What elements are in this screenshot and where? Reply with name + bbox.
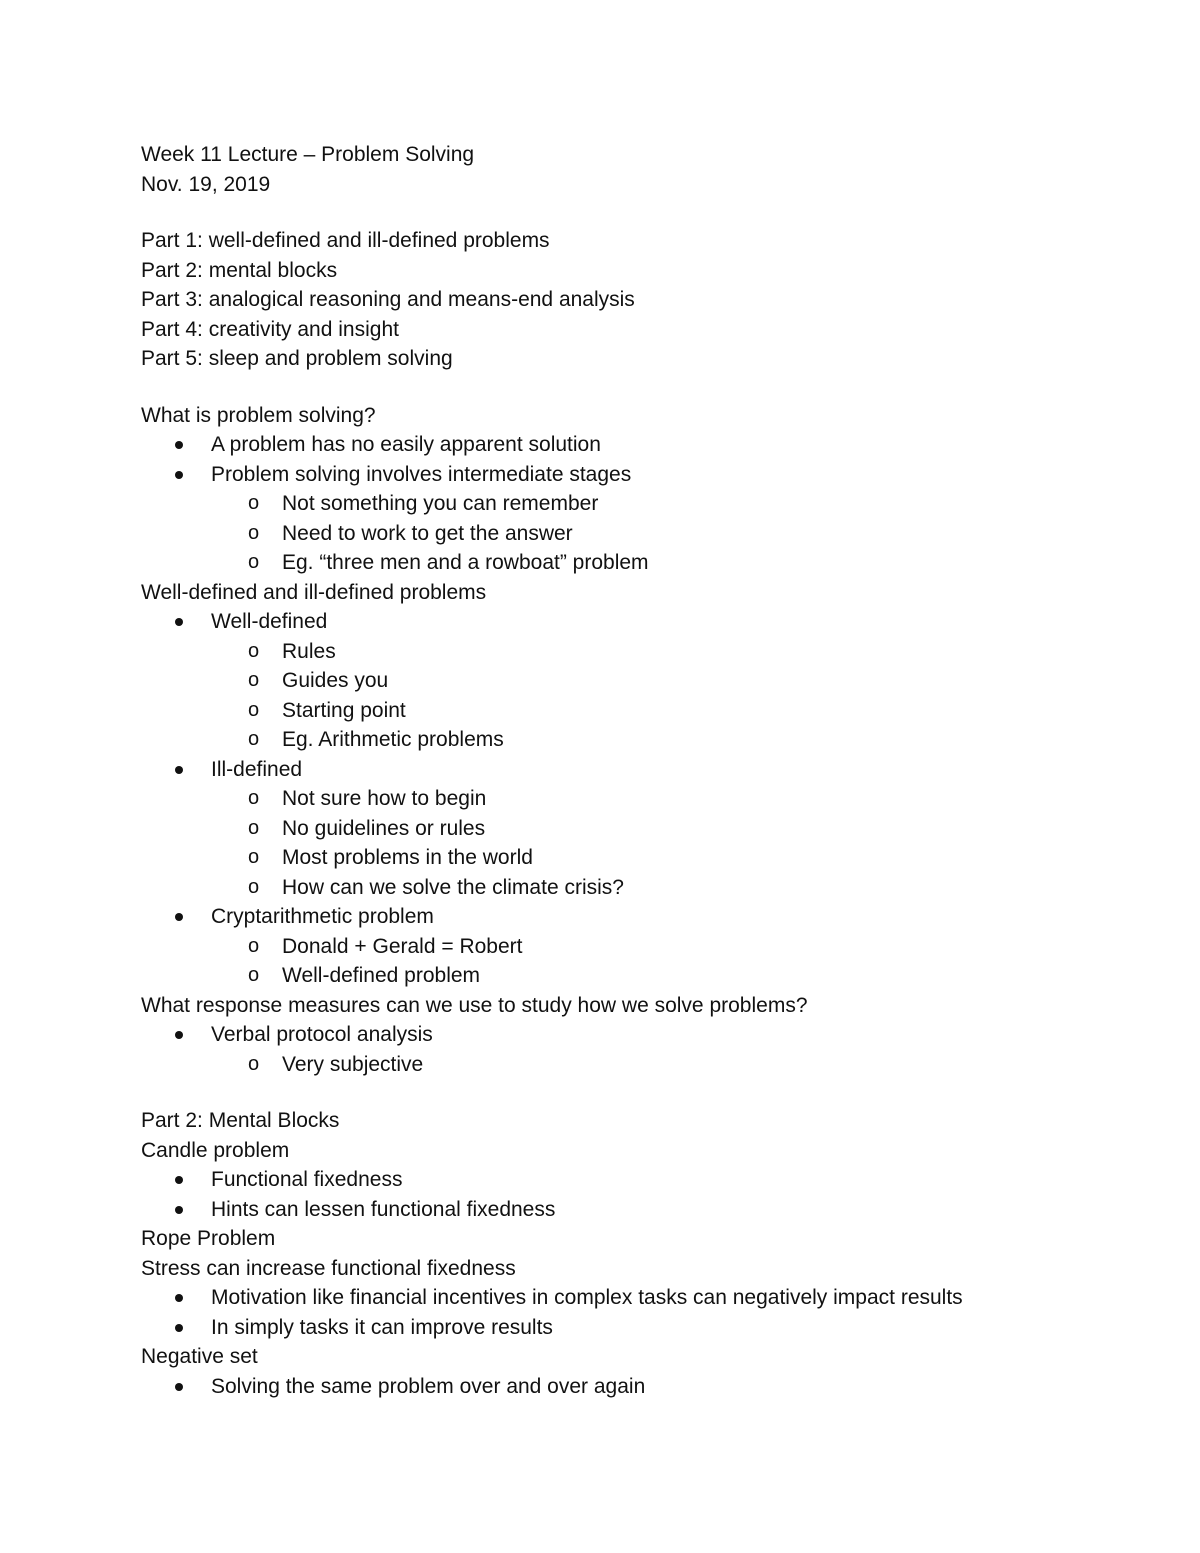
bullet-item [141,902,1141,932]
heading-line [141,285,1141,315]
sub-bullet-item [141,873,1141,903]
sub-bullet-icon: o [248,964,260,986]
line-text: Part 1: well-defined and ill-defined problems [141,229,550,252]
heading-line [141,344,1141,374]
bullet-item [141,1165,1141,1195]
line-text: Starting point [282,698,406,722]
sub-bullet-item [141,489,1141,519]
line-text: Week 11 Lecture – Problem Solving [141,143,475,166]
bullet-item [141,1195,1141,1225]
sub-bullet-icon: o [248,728,260,750]
heading-line [141,1224,1141,1254]
line-text: In simply tasks it can improve results [211,1315,553,1339]
bullet-icon [175,1383,183,1391]
sub-bullet-item [141,961,1141,991]
sub-bullet-icon: o [248,669,260,691]
line-text: Part 2: Mental Blocks [141,1109,340,1132]
line-text: Cryptarithmetic problem [211,905,434,928]
document-page [141,140,1141,1401]
line-text: Part 5: sleep and problem solving [141,347,453,370]
line-text: What response measures can we use to study how we solve problems? [141,993,808,1017]
bullet-icon [175,1031,183,1039]
line-text: Part 2: mental blocks [141,258,338,282]
blank-line [141,1079,1141,1106]
line-text: No guidelines or rules [282,816,486,840]
bullet-icon [175,471,183,479]
line-text: How can we solve the climate crisis? [282,875,624,899]
line-text: Not something you can remember [282,492,599,515]
line-text: Well-defined problem [282,964,481,987]
line-text: Negative set [141,1345,258,1368]
sub-bullet-icon: o [248,846,260,868]
bullet-icon [175,1176,183,1184]
line-text: Solving the same problem over and over again [211,1374,646,1398]
line-text: Need to work to get the answer [282,521,573,545]
heading-line [141,991,1141,1021]
sub-bullet-icon: o [248,816,260,839]
bullet-item [141,607,1141,637]
blank-line [141,199,1141,226]
line-text: Motivation like financial incentives in complex tasks can negatively impact results [211,1286,963,1309]
sub-bullet-icon: o [248,639,260,662]
sub-bullet-item [141,519,1141,549]
sub-bullet-item [141,1050,1141,1080]
heading-line [141,401,1141,431]
bullet-icon [175,1206,183,1214]
bullet-icon [175,618,183,626]
bullet-icon [175,766,183,774]
heading-line [141,140,1141,170]
sub-bullet-item [141,814,1141,844]
sub-bullet-icon: o [248,787,260,809]
sub-bullet-item [141,637,1141,667]
bullet-item [141,1283,1141,1313]
sub-bullet-item [141,548,1141,578]
heading-line [141,315,1141,345]
blank-line [141,374,1141,401]
heading-line [141,578,1141,608]
bullet-item [141,460,1141,490]
line-text: Very subjective [282,1052,424,1076]
line-text: Stress can increase functional fixedness [141,1256,516,1280]
heading-line [141,1136,1141,1166]
sub-bullet-icon: o [248,551,260,573]
line-text: Nov. 19, 2019 [141,172,271,196]
line-text: Rope Problem [141,1227,276,1250]
line-text: Part 3: analogical reasoning and means-end analysis [141,288,635,311]
line-text: Well-defined [211,610,328,633]
bullet-icon [175,441,183,449]
sub-bullet-icon: o [248,521,260,544]
line-text: Guides you [282,669,389,692]
sub-bullet-item [141,784,1141,814]
sub-bullet-icon: o [248,934,260,957]
heading-line [141,170,1141,200]
line-text: Functional fixedness [211,1168,403,1191]
heading-line [141,226,1141,256]
line-text: Most problems in the world [282,846,533,869]
line-text: Not sure how to begin [282,787,487,810]
bullet-icon [175,1324,183,1332]
bullet-item [141,1372,1141,1402]
line-text: Verbal protocol analysis [211,1023,433,1046]
sub-bullet-item [141,725,1141,755]
bullet-icon [175,1294,183,1302]
sub-bullet-item [141,932,1141,962]
sub-bullet-icon: o [248,698,260,721]
line-text: Well-defined and ill-defined problems [141,580,487,604]
line-text: Ill-defined [211,757,303,781]
bullet-item [141,755,1141,785]
line-text: Hints can lessen functional fixedness [211,1197,556,1221]
line-text: Rules [282,639,336,663]
heading-line [141,1106,1141,1136]
sub-bullet-item [141,696,1141,726]
bullet-item [141,1313,1141,1343]
line-text: Eg. “three men and a rowboat” problem [282,551,649,574]
sub-bullet-item [141,843,1141,873]
bullet-icon [175,913,183,921]
line-text: Donald + Gerald = Robert [282,934,523,958]
line-text: Part 4: creativity and insight [141,317,399,341]
sub-bullet-icon: o [248,875,260,898]
line-text: Eg. Arithmetic problems [282,728,504,751]
heading-line [141,256,1141,286]
line-text: A problem has no easily apparent solution [211,433,601,456]
line-text: What is problem solving? [141,403,376,427]
sub-bullet-item [141,666,1141,696]
sub-bullet-icon: o [248,492,260,514]
bullet-item [141,430,1141,460]
heading-line [141,1342,1141,1372]
heading-line [141,1254,1141,1284]
bullet-item [141,1020,1141,1050]
line-text: Candle problem [141,1138,290,1162]
sub-bullet-icon: o [248,1052,260,1075]
line-text: Problem solving involves intermediate stages [211,462,632,486]
